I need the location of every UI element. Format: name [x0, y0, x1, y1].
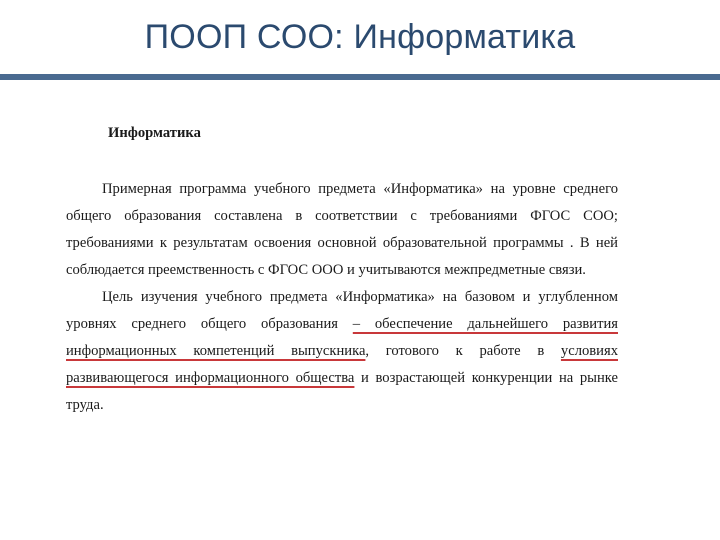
- goal-underlined-phrase: – обеспечение дальнейшего развития информационных компетенций выпускника: [66, 316, 618, 359]
- paragraph-program-description: Примерная программа учебного предмета «Информатика» на уровне среднего общего образования составлена в соответствии с требованиями ФГОС СОО; требованиями к результатам освоения основной образовательной программы . В ней соблюдается преемственность с ФГОС ООО и учитываются межпредметные связи.: [66, 181, 618, 278]
- goal-text-end: и возрастающей конкуренции на рынке труда.: [66, 370, 619, 413]
- goal-text-start: Цель изучения учебного предмета «Информатика» на базовом и углубленном уровнях среднего общего образования: [66, 289, 618, 332]
- paragraph-study-goal: [66, 284, 618, 419]
- document-heading: Информатика: [108, 125, 201, 141]
- title-divider: [0, 74, 720, 80]
- document-excerpt: [66, 124, 618, 419]
- goal-text-mid: , готового к работе в: [365, 343, 561, 359]
- goal-underlined-phrase-2: условиях развивающегося информационного общества: [66, 343, 618, 386]
- slide-title: ПООП СОО: Информатика: [144, 18, 576, 56]
